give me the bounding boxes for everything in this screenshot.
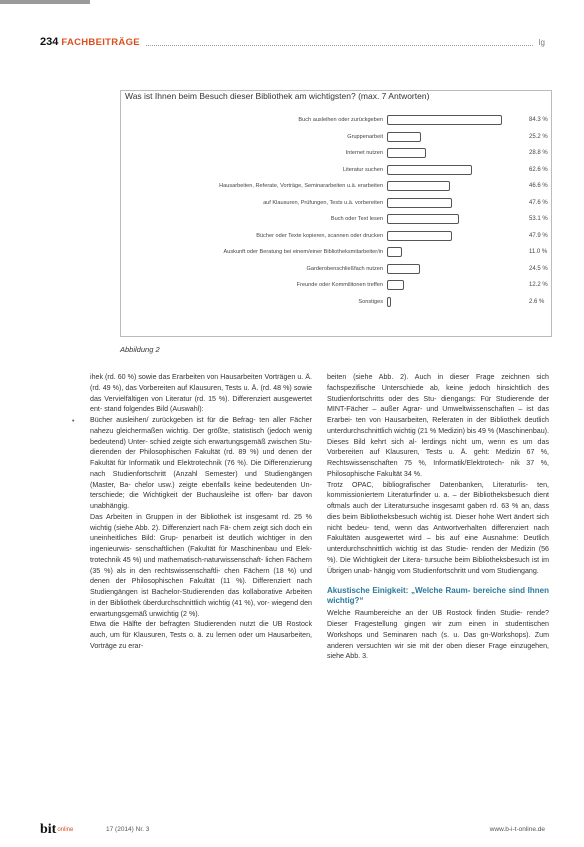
- page-number: 234: [40, 36, 59, 48]
- category-label: Buch oder Text lesen: [330, 216, 383, 222]
- category-label: Freunde oder Kommilitonen treffen: [296, 282, 383, 288]
- margin-bullet: •: [72, 418, 75, 425]
- category-label: Sonstiges: [358, 298, 383, 305]
- bar: [387, 132, 421, 142]
- paragraph: beiten (siehe Abb. 2). Auch in dieser Frage zeichnen sich fachspezifische Unterschiede ab, keine jedoch hinsichtlich des Studienfortschritts oder des Stu- diengangs: Für Studierende der MINT-Fächer – außer Agrar- und Umweltwissenschaften – ist das Erarbei- ten von Hausarbeiten, Referaten in der Bibliothek deutlich unterdurchschnittlich wichtig (21 % Medizin) bis 49 % (Maschinenbau). Dieses Bild kehrt sich al- lerdings nicht um, wenn es um das Vorbereiten auf Klausuren, Tests u. Ä. geht: Medizin 67 %, Rechtswissenschaften 75 %, Informatik/Elektrotech- nik 37 %, Philosophische Fakultät 34 %.: [327, 373, 549, 478]
- header-marker: lg: [538, 37, 545, 47]
- page-header: [40, 35, 545, 49]
- chart-rows: [121, 113, 551, 311]
- category-label: Buch ausleihen oder zurückgeben: [298, 117, 383, 123]
- category-label: Hausarbeiten, Referate, Vorträge, Seminararbeiten u.ä. erarbeiten: [219, 183, 383, 189]
- paragraph: Das Arbeiten in Gruppen in der Bibliothek ist insgesamt rd. 25 % wichtig (siehe Abb. 2). Differenziert nach Fä- chern zeigt sich doch ein uneinheitliches Bild: Grup- penarbeit ist deutlich wichtiger in den ingenieurwis- senschaftlichen (Fakultät für Maschinenbau und Elek- trotechnik 45 %) und mathematisch-naturwissenschaft- lichen Fächern (35 %) als in den rechtswissenschaftli- chen Fächern (18 %) und denen der Philosophischen Fakultät (11 %). Differenziert nach Studiengängen ist Bachelor-Studierenden das kollaborative Arbeiten in der Bibliothek überdurchschnittlich wichtig (41 %), vor- wiegend den erwartungsgemäß unwichtig (2 %).: [90, 512, 312, 618]
- bar: [387, 115, 502, 125]
- category-label: Garderobenschließfach nutzen: [306, 265, 383, 272]
- paragraph: Welche Raumbereiche an der UB Rostock finden Studie- rende? Dieser Fragestellung gingen wir zum einen in studentischen Workshops und Seminaren nach (s. u. Das gn-Workshops). Zum anderen versuchten wir sie mit der oben dieser Frage einzugehen, siehe Abb. 3.: [327, 609, 549, 661]
- value-label: 28.8 %: [529, 150, 548, 156]
- category-label: Bücher oder Texte kopieren, scannen oder drucken: [256, 232, 383, 239]
- category-label: auf Klausuren, Prüfungen, Tests u.ä. vorbereiten: [263, 199, 383, 206]
- paragraph: ihek (rd. 60 %) sowie das Erarbeiten von Hausarbeiten Vorträgen u. Ä. (rd. 49 %), das Vorbereiten auf Klausuren, Tests u. Ä. (rd. 48 %) sowie das Vervielfältigen von Literatur (rd. 15 %). Differenziert ausgewertet ent- stand folgendes Bild (Auswahl):: [90, 373, 312, 414]
- category-label: Auskunft oder Beratung bei einem/einer Bibliotheksmitarbeiter/in: [223, 249, 383, 255]
- bar: [387, 181, 450, 191]
- bar: [387, 148, 426, 158]
- chart-row: [121, 295, 551, 312]
- value-label: 2.6 %: [529, 298, 545, 305]
- value-label: 47.9 %: [529, 232, 548, 239]
- bar: [387, 214, 459, 224]
- figure-caption: Abbildung 2: [120, 345, 160, 354]
- category-label: Literatur suchen: [342, 166, 383, 173]
- category-label: Internet nutzen: [345, 150, 383, 156]
- value-label: 47.6 %: [529, 199, 548, 206]
- chart-row: [121, 113, 551, 130]
- value-label: 46.6 %: [529, 183, 548, 189]
- survey-bar-chart: [120, 90, 552, 337]
- chart-row: [121, 262, 551, 279]
- header-rule: [146, 39, 533, 46]
- value-label: 12.2 %: [529, 282, 548, 288]
- chart-row: [121, 196, 551, 213]
- chart-row: [121, 278, 551, 295]
- logo-suffix: online: [57, 826, 74, 833]
- section-heading: Akustische Einigkeit: „Welche Raum- bereiche sind Ihnen wichtig?“: [327, 586, 549, 606]
- paragraph: Trotz OPAC, bibliografischer Datenbanken, Literaturlis- ten, kommissioniertem Literaturfinder u. a. – der Bibliotheksbesuch dient oftmals auch der Literatursuche insgesamt gaben rd. 63 % an, dass dies beim Bibliotheksbesuch wichtig ist. Dieser hohe Wert ändert sich nicht bedeu- tend, wenn das Antwortverhalten differenziert nach Fakultäten ausgewertet wird – bis auf eine Ausnahme: Deutlich unterdurchschnittlich wichtig ist das Studie- renden der Medizin (56 %). Die Wichtigkeit der Litera- tursuche beim Bibliotheksbesuch ist im Übrigen unab- hängig vom Studienfortschritt und vom Studiengang.: [327, 480, 549, 575]
- value-label: 62.6 %: [529, 166, 548, 173]
- value-label: 24.5 %: [529, 265, 548, 272]
- chart-row: [121, 163, 551, 180]
- section-title: FACHBEITRÄGE: [61, 36, 140, 48]
- website-link[interactable]: www.b-i-t-online.de: [489, 826, 545, 833]
- corner-mark: [0, 0, 90, 4]
- bar: [387, 264, 420, 274]
- value-label: 11.0 %: [529, 249, 548, 255]
- chart-row: [121, 212, 551, 229]
- logo-text: bit: [40, 822, 57, 837]
- bar: [387, 297, 391, 307]
- bar: [387, 247, 402, 257]
- bar: [387, 198, 452, 208]
- chart-title: Was ist Ihnen beim Besuch dieser Bibliothek am wichtigsten? (max. 7 Antworten): [125, 91, 430, 101]
- issue-info: 17 (2014) Nr. 3: [106, 826, 150, 833]
- page-footer: [40, 822, 545, 838]
- bar: [387, 231, 452, 241]
- value-label: 25.2 %: [529, 133, 548, 140]
- bit-online-logo: [40, 822, 73, 838]
- paragraph: Etwa die Hälfte der befragten Studierenden nutzt die UB Rostock auch, um für Klausuren, Tests o. ä. zu lernen oder um Hausarbeiten, Vorträge zu erar-: [90, 620, 312, 650]
- bar: [387, 280, 404, 290]
- bar: [387, 165, 472, 175]
- paragraph: Bücher ausleihen/ zurückgeben ist für die Befrag- ten aller Fächer nahezu gleichermaßen wichtig. Der größte, statistisch (jedoch wenig bedeutend) Unter- schied zeigte sich erwartungsgemäß zwischen Stu- dierenden der Philosophischen Fakultät (rd. 89 %) und denen der Fakultät für Informatik und Elektrotechnik (76 %). Die Differenzierung nach Studienfortschritt (Anzahl Semester) und Studiengängen (Master, Ba- chelor usw.) zeigte ebenfalls keine bedeutenden Un- terschiede; die Wichtigkeit der Buchausleihe ist offen- bar davon unabhängig.: [90, 416, 312, 510]
- value-label: 53.1 %: [529, 216, 548, 222]
- chart-row: [121, 179, 551, 196]
- chart-row: [121, 146, 551, 163]
- left-column: [90, 372, 312, 652]
- value-label: 84.3 %: [529, 117, 548, 123]
- chart-row: [121, 229, 551, 246]
- category-label: Gruppenarbeit: [347, 133, 383, 140]
- chart-row: [121, 245, 551, 262]
- chart-row: [121, 130, 551, 147]
- right-column: [327, 372, 549, 662]
- right-column-paragraphs: [327, 372, 549, 576]
